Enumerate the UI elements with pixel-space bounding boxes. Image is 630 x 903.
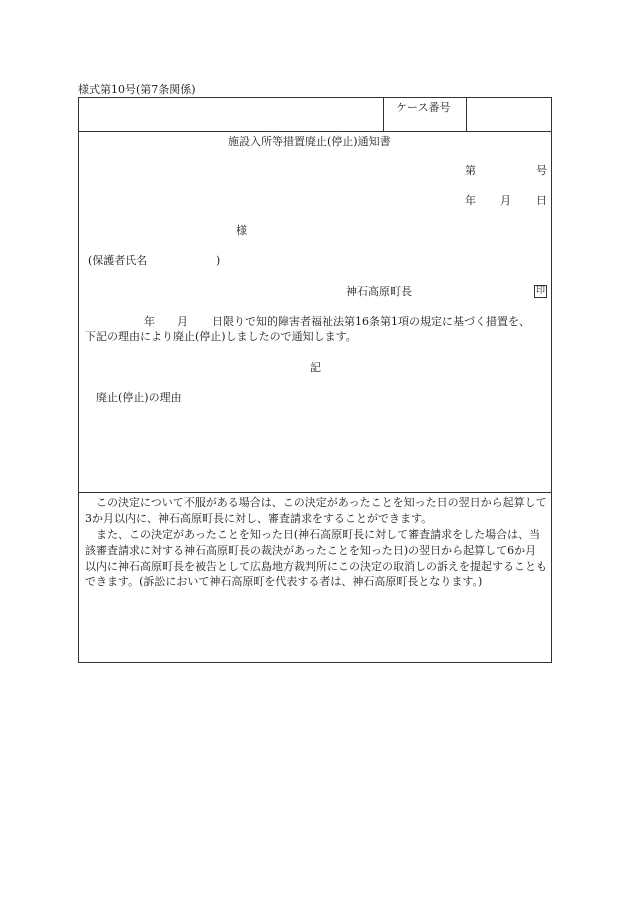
body-line2: 下記の理由により廃止(停止)しましたので通知します。 — [85, 330, 357, 343]
case-number-label: ケース番号 — [396, 101, 451, 114]
header-divider — [78, 131, 552, 132]
ki-heading: 記 — [310, 361, 321, 374]
case-value-left-border — [466, 97, 467, 131]
date-year: 年 — [465, 194, 476, 207]
appeal-paragraph-1: この決定について不服がある場合は、この決定があったことを知った日の翌日から起算して3か月以内に、神石高原町長に対し、審査請求をすることができます。 — [85, 496, 547, 525]
reason-value[interactable] — [96, 410, 544, 486]
case-label-left-border — [383, 97, 384, 131]
appeal-paragraph-2: また、この決定があったことを知った日(神石高原町長に対して審査請求をした場合は、当該審査請求に対する神石高原町長の裁決があったことを知った日)の翌日から起算して6か月以内に神石高原町長を被告として広島地方裁判所にこの決定の取消しの訴えを提起することもできます。(訴訟において神石高原町を代表する者は、神石高原町長となります。) — [85, 528, 547, 589]
seal-mark: 印 — [535, 286, 545, 296]
form-label: 様式第10号(第7条関係) — [78, 83, 196, 96]
addressee-honorific: 様 — [236, 224, 247, 237]
number-suffix: 号 — [536, 164, 547, 177]
body-year: 年 — [144, 315, 155, 328]
guardian-name-close: ) — [216, 254, 221, 267]
document-title: 施設入所等措置廃止(停止)通知書 — [228, 135, 391, 148]
number-prefix: 第 — [465, 164, 476, 177]
date-day: 日 — [536, 194, 547, 207]
case-number-value[interactable] — [472, 101, 546, 125]
date-month: 月 — [500, 194, 511, 207]
body-month: 月 — [177, 315, 188, 328]
body-line1: 日限りで知的障害者福祉法第16条第1項の規定に基づく措置を、 — [212, 315, 530, 328]
issuer-name: 神石高原町長 — [346, 285, 412, 298]
guardian-name-open: (保護者氏名 — [88, 254, 148, 267]
appeal-divider — [78, 492, 552, 493]
reason-label: 廃止(停止)の理由 — [96, 391, 182, 404]
